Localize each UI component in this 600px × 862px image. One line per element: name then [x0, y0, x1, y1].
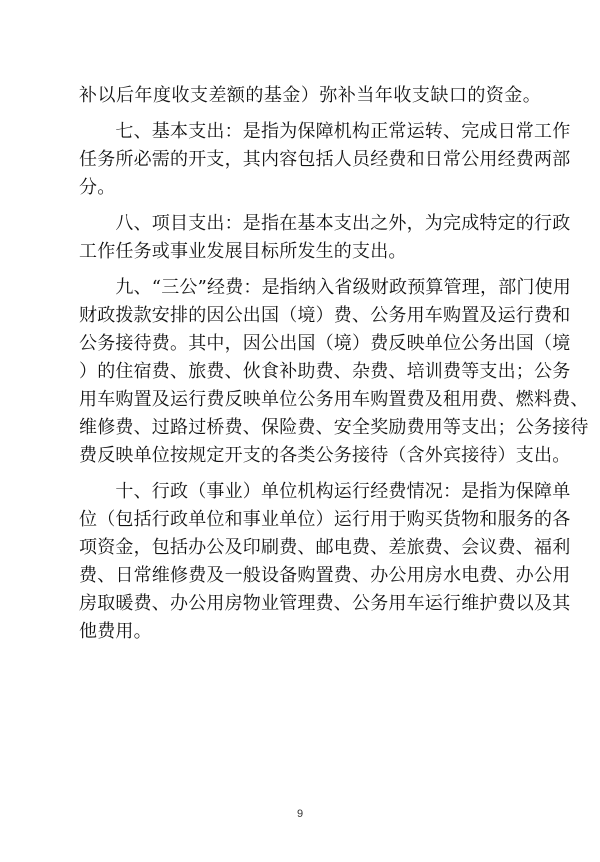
text-line-2: 七、基本支出：是指为保障机构正常运转、完成日常工作 — [79, 121, 571, 142]
text-line-16: 项资金，包括办公及印刷费、邮电费、差旅费、会议费、福利 — [79, 537, 571, 558]
text-line-11: 用车购置及运行费反映单位公务用车购置费及租用费、燃料费、 — [79, 389, 589, 410]
text-line-7: 九、“三公”经费：是指纳入省级财政预算管理，部门使用 — [79, 277, 572, 298]
page-number: 9 — [296, 808, 304, 820]
text-line-12: 维修费、过路过桥费、保险费、安全奖励费用等支出；公务接待 — [79, 417, 589, 438]
text-line-4: 分。 — [79, 177, 116, 198]
text-line-9: 公务接待费。其中，因公出国（境）费反映单位公务出国（境 — [79, 333, 571, 354]
text-line-5: 八、项目支出：是指在基本支出之外，为完成特定的行政 — [79, 213, 571, 234]
text-line-8: 财政拨款安排的因公出国（境）费、公务用车购置及运行费和 — [79, 305, 571, 326]
text-line-19: 他费用。 — [79, 621, 152, 642]
text-line-15: 位（包括行政单位和事业单位）运行用于购买货物和服务的各 — [79, 509, 571, 530]
text-line-14: 十、行政（事业）单位机构运行经费情况：是指为保障单 — [79, 481, 571, 502]
text-line-1: 补以后年度收支差额的基金）弥补当年收支缺口的资金。 — [79, 85, 541, 106]
text-line-6: 工作任务或事业发展目标所发生的支出。 — [79, 241, 407, 262]
text-line-18: 房取暖费、办公用房物业管理费、公务用车运行维护费以及其 — [79, 593, 571, 614]
text-line-10: ）的住宿费、旅费、伙食补助费、杂费、培训费等支出；公务 — [79, 361, 571, 382]
text-line-17: 费、日常维修费及一般设备购置费、办公用房水电费、办公用 — [79, 565, 571, 586]
text-line-13: 费反映单位按规定开支的各类公务接待（含外宾接待）支出。 — [79, 445, 571, 466]
text-line-3: 任务所必需的开支，其内容包括人员经费和日常公用经费两部 — [79, 149, 571, 170]
